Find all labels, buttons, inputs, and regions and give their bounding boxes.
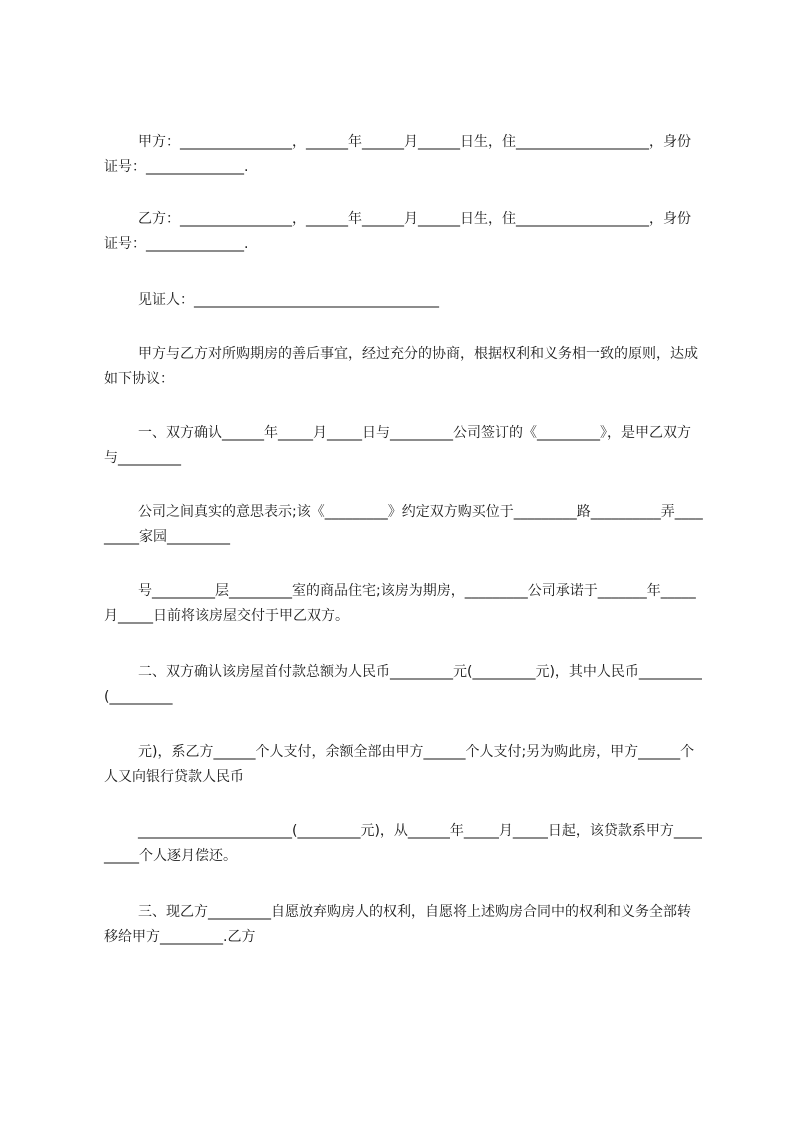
- party-a-text: 甲方：________________，______年______月______日生，住___________________，身份证号：______________.: [104, 134, 691, 175]
- party-b-line: [104, 207, 704, 257]
- clause-2c-text: ______________________(_________元)，从______年_____月_____日起，该贷款系甲方_________个人逐月偿还。: [104, 823, 702, 864]
- clause-2-part-b: [104, 740, 704, 790]
- clause-1a-text: 一、双方确认______年_____月_____日与_________公司签订的《_________》，是甲乙双方与_________: [104, 425, 691, 466]
- clause-1b-text: 公司之间真实的意思表示;该《_________》约定双方购买位于_________路__________弄_________家园_________: [104, 504, 703, 545]
- clause-1-part-b: [104, 500, 704, 550]
- clause-2a-text: 二、双方确认该房屋首付款总额为人民币_________元(_________元)，其中人民币_________(_________: [104, 664, 702, 705]
- party-a-line: [104, 130, 704, 180]
- clause-1c-text: 号_________层_________室的商品住宅;该房为期房，_________公司承诺于_______年_____月_____日前将该房屋交付于甲乙双方。: [104, 583, 696, 624]
- clause-2b-text: 元)，系乙方______个人支付，余额全部由甲方______个人支付;另为购此房，甲方______个人又向银行贷款人民币: [104, 744, 695, 785]
- clause-1-part-c: [104, 579, 704, 629]
- clause-1-part-a: [104, 421, 704, 471]
- clause-2-part-c: [104, 819, 704, 869]
- witness-line: [104, 288, 704, 313]
- witness-text: 见证人：___________________________________: [138, 292, 439, 308]
- party-b-text: 乙方：________________，______年______月______日生，住___________________，身份证号：______________.: [104, 211, 691, 252]
- preamble-text: 甲方与乙方对所购期房的善后事宜，经过充分的协商，根据权利和义务相一致的原则，达成如下协议：: [104, 346, 698, 387]
- clause-2-part-a: [104, 660, 704, 710]
- clause-3a-text: 三、现乙方_________自愿放弃购房人的权利，自愿将上述购房合同中的权利和义务全部转移给甲方_________.乙方: [104, 904, 691, 945]
- preamble-paragraph: [104, 342, 704, 392]
- clause-3-part-a: [104, 900, 704, 950]
